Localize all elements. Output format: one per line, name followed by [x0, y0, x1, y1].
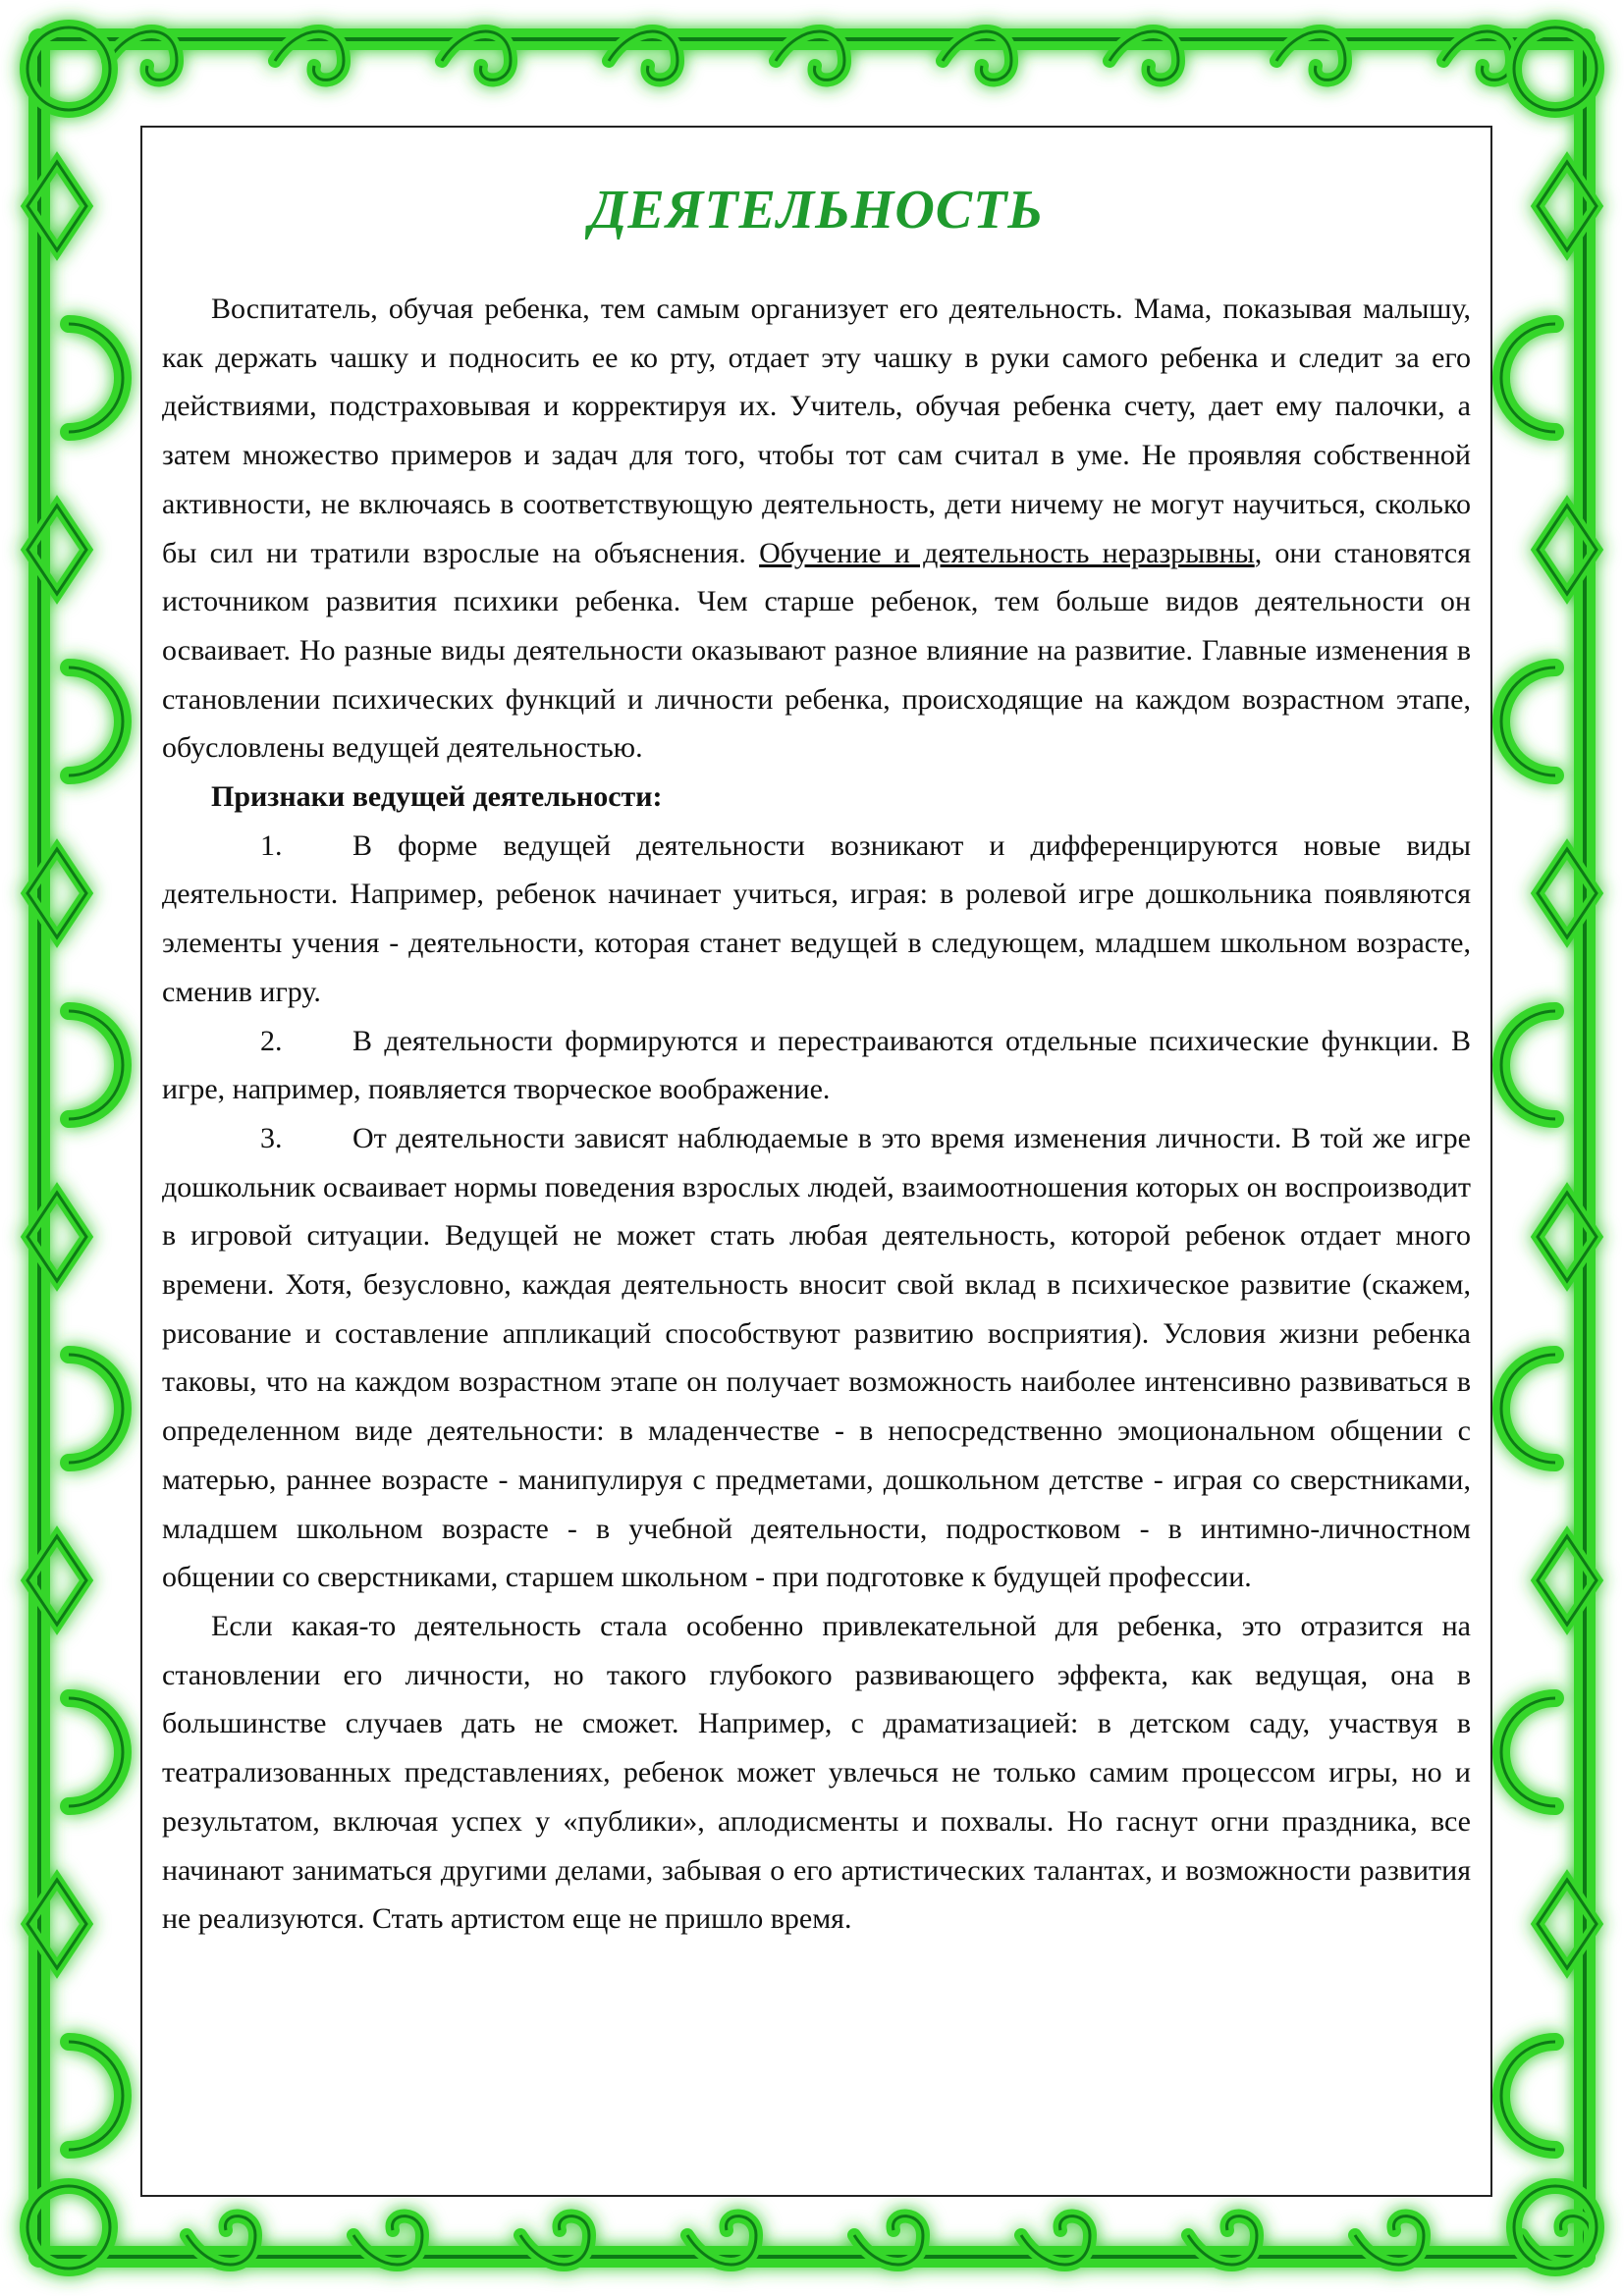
frame-curl: [353, 2216, 422, 2265]
frame-curl: [1110, 31, 1178, 80]
frame-curl: [609, 31, 677, 80]
list-number: 3.: [260, 1121, 283, 1154]
list-text: В деятельности формируются и перестраиваются отдельные психические функции. В игре, например, появляется творческое воображение.: [162, 1024, 1471, 1106]
list-text: В форме ведущей деятельности возникают и дифференцируются новые виды деятельности. Например, ребенок начинает учиться, играя: в ролевой игре дошкольника появляются элементы учения - деятельности, которая станет ведущей в следующем, младшем школьном возрасте, сменив игру.: [162, 828, 1471, 1008]
paragraph-intro-part2: , они становятся источником развития психики ребенка. Чем старше ребенок, тем больше видов деятельности он осваивает. Но разные виды деятельности оказывают разное влияние на развитие. Главные изменения в становлении психических функций и личности ребенка, происходящие на каждом возрастном этапе, обусловлены ведущей деятельностью.: [162, 536, 1471, 765]
frame-curl: [1276, 31, 1345, 80]
section-heading: Признаки ведущей деятельности:: [211, 780, 663, 814]
frame-crescent: [1501, 2042, 1555, 2150]
list-text: От деятельности зависят наблюдаемые в это время изменения личности. В той же игре дошкольник осваивает нормы поведения взрослых людей, взаимоотношения которых он воспроизводит в игровой ситуации. Ведущей не может стать любая деятельность, которой ребенок отдает много времени. Хотя, безусловно, каждая деятельность вносит свой вклад в психическое развитие (скажем, рисование и составление аппликаций способствуют развитию восприятия). Условия жизни ребенка таковы, что на каждом возрастном этапе он получает возможность наиболее интенсивно развиваться в определенном виде деятельности: в младенчестве - в непосредственно эмоциональном общении с матерью, раннее возрасте - манипулируя с предметами, дошкольном детстве - играя со сверстниками, младшем школьном возрасте - в учебной деятельности, подростковом - в интимно-личностном общении со сверстниками, старшем школьном - при подготовке к будущей профессии.: [162, 1121, 1471, 1594]
list-item: [162, 1114, 1471, 1602]
frame-curl: [687, 2216, 756, 2265]
frame-crescent: [69, 324, 123, 432]
paragraph-intro-part1: Воспитатель, обучая ребенка, тем самым организует его деятельность. Мама, показывая малышу, как держать чашку и подносить ее ко рту, отдает эту чашку в руки самого ребенка и следит за его действиями, подстраховывая и корректируя их. Учитель, обучая ребенка счету, дает ему палочки, а затем множество примеров и задач для того, чтобы тот сам считал в уме. Не проявляя собственной активности, не включаясь в соответствующую деятельность, дети ничему не могут научиться, сколько бы сил ни тратили взрослые на объяснения.: [162, 293, 1471, 569]
body-text: [162, 285, 1471, 1944]
frame-curl: [442, 31, 511, 80]
list-item: [162, 822, 1471, 1017]
frame-crescent: [1501, 1011, 1555, 1119]
frame-curl: [1355, 2216, 1424, 2265]
frame-curl: [187, 2216, 255, 2265]
frame-crescent: [1501, 1698, 1555, 1806]
frame-curl: [108, 31, 177, 80]
text-panel: [140, 126, 1492, 2197]
frame-crescent: [69, 1355, 123, 1463]
underlined-phrase: Обучение и деятельность неразрывны: [759, 536, 1255, 569]
frame-curl: [943, 31, 1011, 80]
list-number: 1.: [260, 828, 283, 862]
frame-crescent: [69, 667, 123, 775]
frame-curl: [520, 2216, 589, 2265]
frame-curl: [1443, 31, 1512, 80]
frame-curl: [1188, 2216, 1257, 2265]
frame-crescent: [69, 1698, 123, 1806]
frame-curl: [1021, 2216, 1090, 2265]
frame-crescent: [69, 1011, 123, 1119]
frame-crescent: [69, 2042, 123, 2150]
frame-curl: [275, 31, 344, 80]
paragraph-intro: [162, 285, 1471, 773]
list-number: 2.: [260, 1024, 283, 1057]
frame-curl: [776, 31, 844, 80]
list-item: [162, 1017, 1471, 1114]
frame-curl: [854, 2216, 923, 2265]
frame-crescent: [1501, 667, 1555, 775]
frame-crescent: [1501, 1355, 1555, 1463]
frame-crescent: [1501, 324, 1555, 432]
page-title: ДЕЯТЕЛЬНОСТЬ: [589, 180, 1044, 240]
paragraph-final: Если какая-то деятельность стала особенно привлекательной для ребенка, это отразится на становлении его личности, но такого глубокого развивающего эффекта, как ведущая, она в большинстве случаев дать не сможет. Например, с драматизацией: в детском саду, участвуя в театрализованных представлениях, ребенок может увлечься не только самим процессом игры, но и результатом, включая успех у «публики», аплодисменты и похвалы. Но гаснут огни праздника, все начинают заниматься другими делами, забывая о его артистических талантах, и возможности развития не реализуются. Стать артистом еще не пришло время.: [162, 1609, 1471, 1936]
